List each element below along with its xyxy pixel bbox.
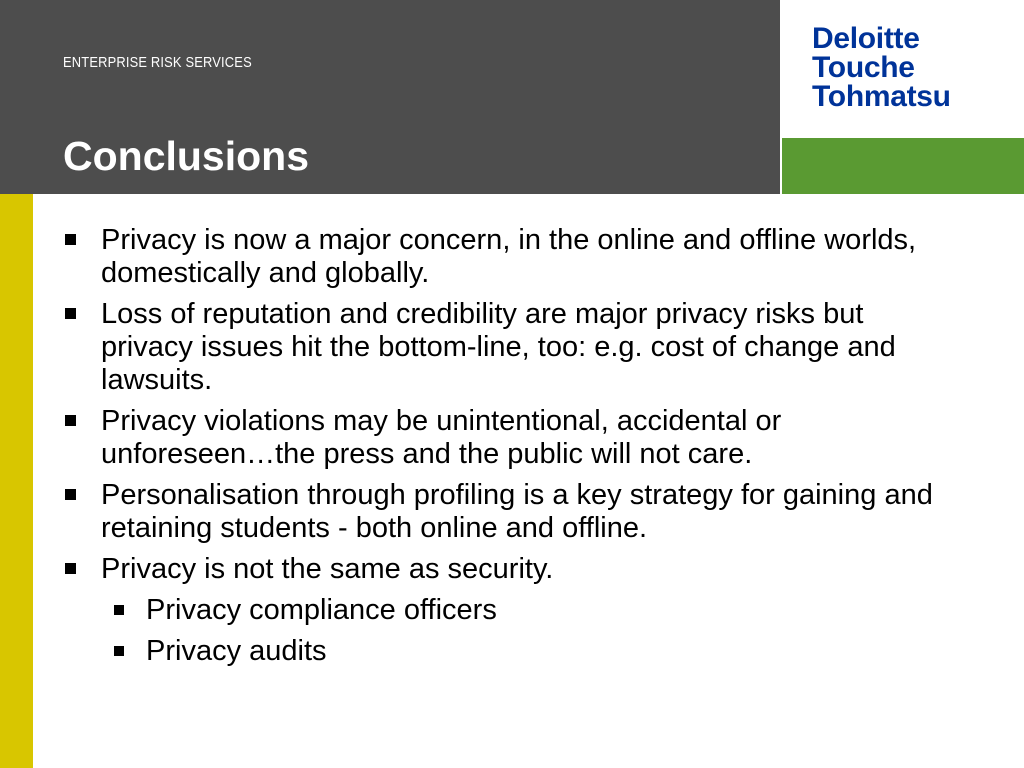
sub-bullet-item xyxy=(109,635,963,668)
sub-bullet-text: Privacy compliance officers xyxy=(146,594,497,626)
bullet-text: Loss of reputation and credibility are major privacy risks but privacy issues hit the bottom-line, too: e.g. cost of change and lawsuits. xyxy=(101,298,896,396)
header-banner xyxy=(0,0,780,194)
square-bullet-icon xyxy=(65,489,76,500)
square-bullet-icon xyxy=(114,605,124,615)
green-accent-bar xyxy=(782,138,1024,194)
bullet-text: Personalisation through profiling is a key strategy for gaining and retaining students - both online and offline. xyxy=(101,479,933,544)
logo-line-deloitte: Deloitte xyxy=(812,22,920,55)
square-bullet-icon xyxy=(65,308,76,319)
bullet-text: Privacy is not the same as security. xyxy=(101,553,554,585)
yellow-side-stripe xyxy=(0,194,33,768)
logo-line-tohmatsu: Tohmatsu xyxy=(812,80,951,113)
bullet-item xyxy=(63,298,963,397)
bullet-text: Privacy is now a major concern, in the online and offline worlds, domestically and globally. xyxy=(101,224,917,289)
bullet-list xyxy=(63,224,963,676)
bullet-item xyxy=(63,553,963,586)
company-logo xyxy=(812,24,951,111)
square-bullet-icon xyxy=(65,563,76,574)
sub-bullet-text: Privacy audits xyxy=(146,635,327,667)
square-bullet-icon xyxy=(65,234,76,245)
bullet-item xyxy=(63,224,963,290)
bullet-item xyxy=(63,405,963,471)
bullet-item xyxy=(63,479,963,545)
sub-bullet-item xyxy=(109,594,963,627)
section-label: ENTERPRISE RISK SERVICES xyxy=(63,54,252,71)
bullet-text: Privacy violations may be unintentional, accidental or unforeseen…the press and the public will not care. xyxy=(101,405,782,470)
logo-line-touche: Touche xyxy=(812,51,915,84)
slide-title: Conclusions xyxy=(63,133,310,179)
square-bullet-icon xyxy=(65,415,76,426)
square-bullet-icon xyxy=(114,646,124,656)
